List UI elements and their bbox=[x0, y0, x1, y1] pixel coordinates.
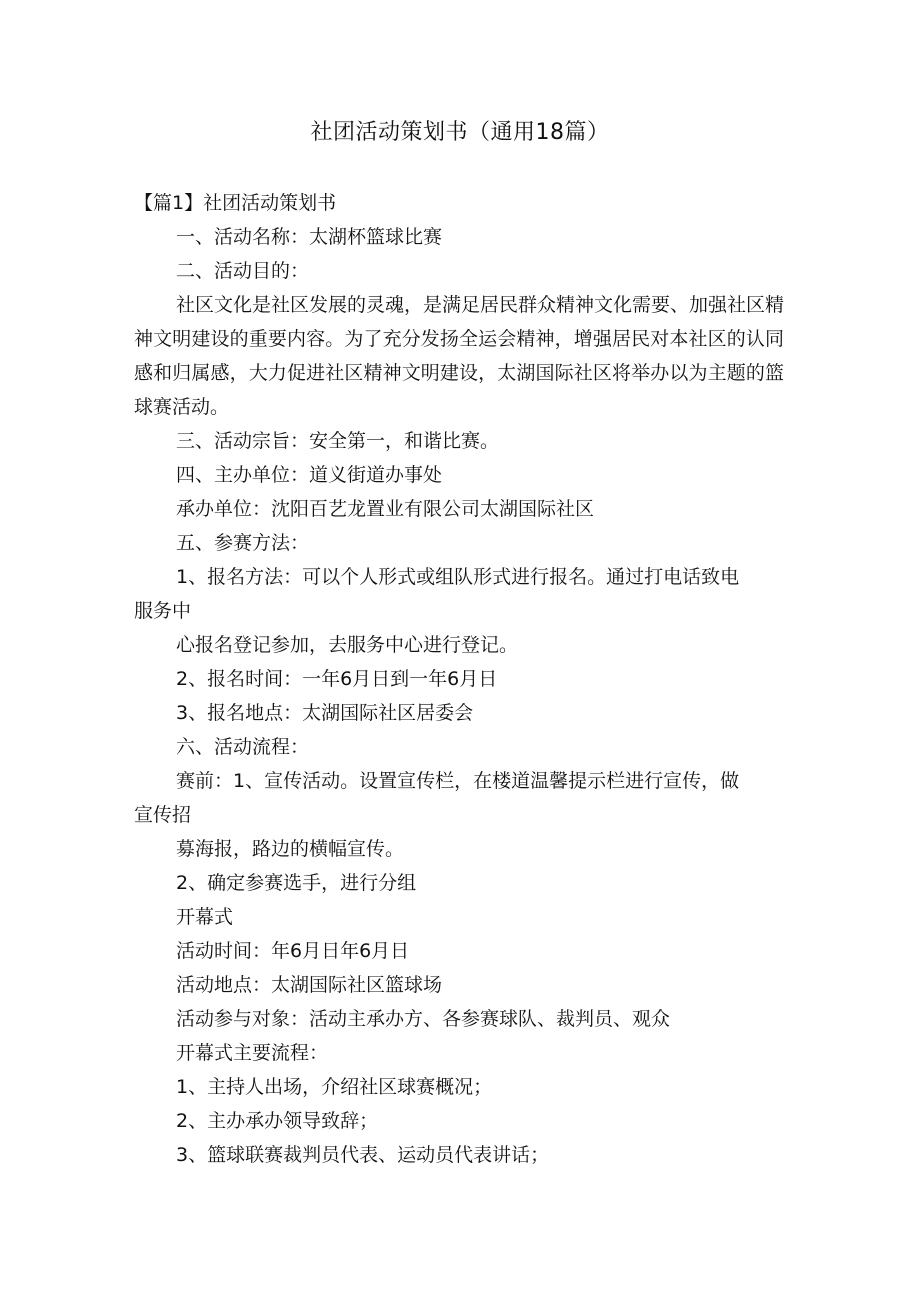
paragraph: 募海报，路边的横幅宣传。 bbox=[176, 838, 405, 860]
paragraph: 三、活动宗旨：安全第一，和谐比赛。 bbox=[176, 430, 500, 452]
paragraph: 心报名登记参加，去服务中心进行登记。 bbox=[176, 634, 519, 656]
paragraph: 2、主办承办领导致辞； bbox=[176, 1110, 379, 1132]
paragraph: 二、活动目的： bbox=[176, 260, 310, 282]
paragraph: 赛前：1、宣传活动。设置宣传栏，在楼道温馨提示栏进行宣传，做 bbox=[176, 770, 740, 792]
paragraph: 开幕式 bbox=[176, 906, 234, 928]
paragraph: 3、报名地点：太湖国际社区居委会 bbox=[176, 702, 474, 724]
paragraph: 1、报名方法：可以个人形式或组队形式进行报名。通过打电话致电 bbox=[176, 566, 740, 588]
paragraph: 宣传招 bbox=[134, 804, 192, 826]
paragraph: 1、主持人出场，介绍社区球赛概况； bbox=[176, 1076, 493, 1098]
paragraph: 2、确定参赛选手，进行分组 bbox=[176, 872, 417, 894]
section-heading: 【篇1】社团活动策划书 bbox=[134, 192, 337, 214]
paragraph: 活动时间：年6月日年6月日 bbox=[176, 940, 410, 962]
paragraph: 开幕式主要流程： bbox=[176, 1042, 329, 1064]
paragraph: 社区文化是社区发展的灵魂，是满足居民群众精神文化需要、加强社区精神文明建设的重要内容。为了充分发扬全运会精神，增强居民对本社区的认同感和归属感，大力促进社区精神文明建设，太湖国际社区将举办以为主题的篮球赛活动。 bbox=[134, 294, 785, 418]
paragraph: 3、篮球联赛裁判员代表、运动员代表讲话； bbox=[176, 1144, 550, 1166]
paragraph: 2、报名时间：一年6月日到一年6月日 bbox=[176, 668, 498, 690]
paragraph: 活动参与对象：活动主承办方、各参赛球队、裁判员、观众 bbox=[176, 1008, 671, 1030]
paragraph: 一、活动名称：太湖杯篮球比赛 bbox=[176, 226, 443, 248]
document-title: 社团活动策划书（通用18篇） bbox=[310, 120, 610, 145]
paragraph: 四、主办单位：道义街道办事处 bbox=[176, 464, 443, 486]
paragraph: 五、参赛方法： bbox=[176, 532, 310, 554]
paragraph: 活动地点：太湖国际社区篮球场 bbox=[176, 974, 443, 996]
paragraph: 服务中 bbox=[134, 600, 192, 622]
document-body bbox=[134, 186, 784, 1172]
paragraph: 六、活动流程： bbox=[176, 736, 310, 758]
paragraph: 承办单位：沈阳百艺龙置业有限公司太湖国际社区 bbox=[176, 498, 595, 520]
